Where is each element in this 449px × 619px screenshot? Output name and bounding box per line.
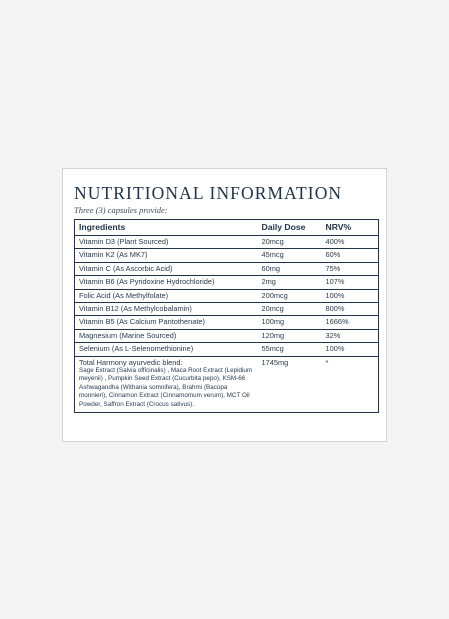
dose-cell: 20mcg <box>258 236 322 249</box>
ingredient-cell: Folic Acid (As Methylfolate) <box>75 289 258 302</box>
nrv-cell: 400% <box>322 236 379 249</box>
ingredient-cell: Selenium (As L-Selenomethionine) <box>75 343 258 356</box>
ingredient-cell: Vitamin B5 (As Calcium Pantothenate) <box>75 316 258 329</box>
dose-cell: 200mcg <box>258 289 322 302</box>
ingredient-cell: Magnesium (Marine Sourced) <box>75 329 258 342</box>
ingredient-cell: Vitamin B6 (As Pyridoxine Hydrochloride) <box>75 276 258 289</box>
nrv-cell: 100% <box>322 343 379 356</box>
ingredient-cell: Vitamin D3 (Plant Sourced) <box>75 236 258 249</box>
ingredient-cell: Vitamin C (As Ascorbic Acid) <box>75 262 258 275</box>
ingredient-cell: Vitamin K2 (As MK7) <box>75 249 258 262</box>
nrv-cell: 75% <box>322 262 379 275</box>
header-nrv: NRV% <box>322 220 379 236</box>
dose-cell: 60mg <box>258 262 322 275</box>
table-row <box>75 249 379 262</box>
table-row <box>75 262 379 275</box>
table-row <box>75 276 379 289</box>
header-ingredients: Ingredients <box>75 220 258 236</box>
nutrition-table <box>74 219 379 413</box>
table-row <box>75 316 379 329</box>
dose-cell: 120mg <box>258 329 322 342</box>
blend-title: Total Harmony ayurvedic blend: <box>79 357 183 367</box>
nrv-cell: 107% <box>322 276 379 289</box>
blend-dose-cell: 1745mg <box>258 356 322 413</box>
blend-description: Sage Extract (Salvia officinalis) , Maca Root Extract (Lepidium meyenii) , Pumpkin Seed Extract (Cucurbita pepo), KSM-66 Ashwagandha (Withania somnifera), Brahmi (Bacopa monnieri), Cinnamon Extract (Cinnamomum verum), MCT Oil Powder, Saffron Extract (Crocus sativus). <box>79 366 253 408</box>
nrv-cell: 60% <box>322 249 379 262</box>
blend-nrv-cell: * <box>322 356 379 413</box>
panel-subtitle: Three (3) capsules provide: <box>74 205 168 215</box>
table-header-row <box>75 220 379 236</box>
dose-cell: 100mg <box>258 316 322 329</box>
nutrition-panel <box>62 168 387 442</box>
dose-cell: 55mcg <box>258 343 322 356</box>
table-row <box>75 236 379 249</box>
dose-cell: 45mcg <box>258 249 322 262</box>
nrv-cell: 1666% <box>322 316 379 329</box>
dose-cell: 2mg <box>258 276 322 289</box>
table-row <box>75 343 379 356</box>
nrv-cell: 100% <box>322 289 379 302</box>
panel-title: NUTRITIONAL INFORMATION <box>74 183 343 203</box>
table-row <box>75 289 379 302</box>
blend-row <box>75 356 379 413</box>
header-daily-dose: Daily Dose <box>258 220 322 236</box>
nrv-cell: 32% <box>322 329 379 342</box>
ingredient-cell: Vitamin B12 (As Methylcobalamin) <box>75 303 258 316</box>
table-row <box>75 303 379 316</box>
nrv-cell: 800% <box>322 303 379 316</box>
dose-cell: 20mcg <box>258 303 322 316</box>
blend-cell <box>75 356 258 413</box>
table-row <box>75 329 379 342</box>
